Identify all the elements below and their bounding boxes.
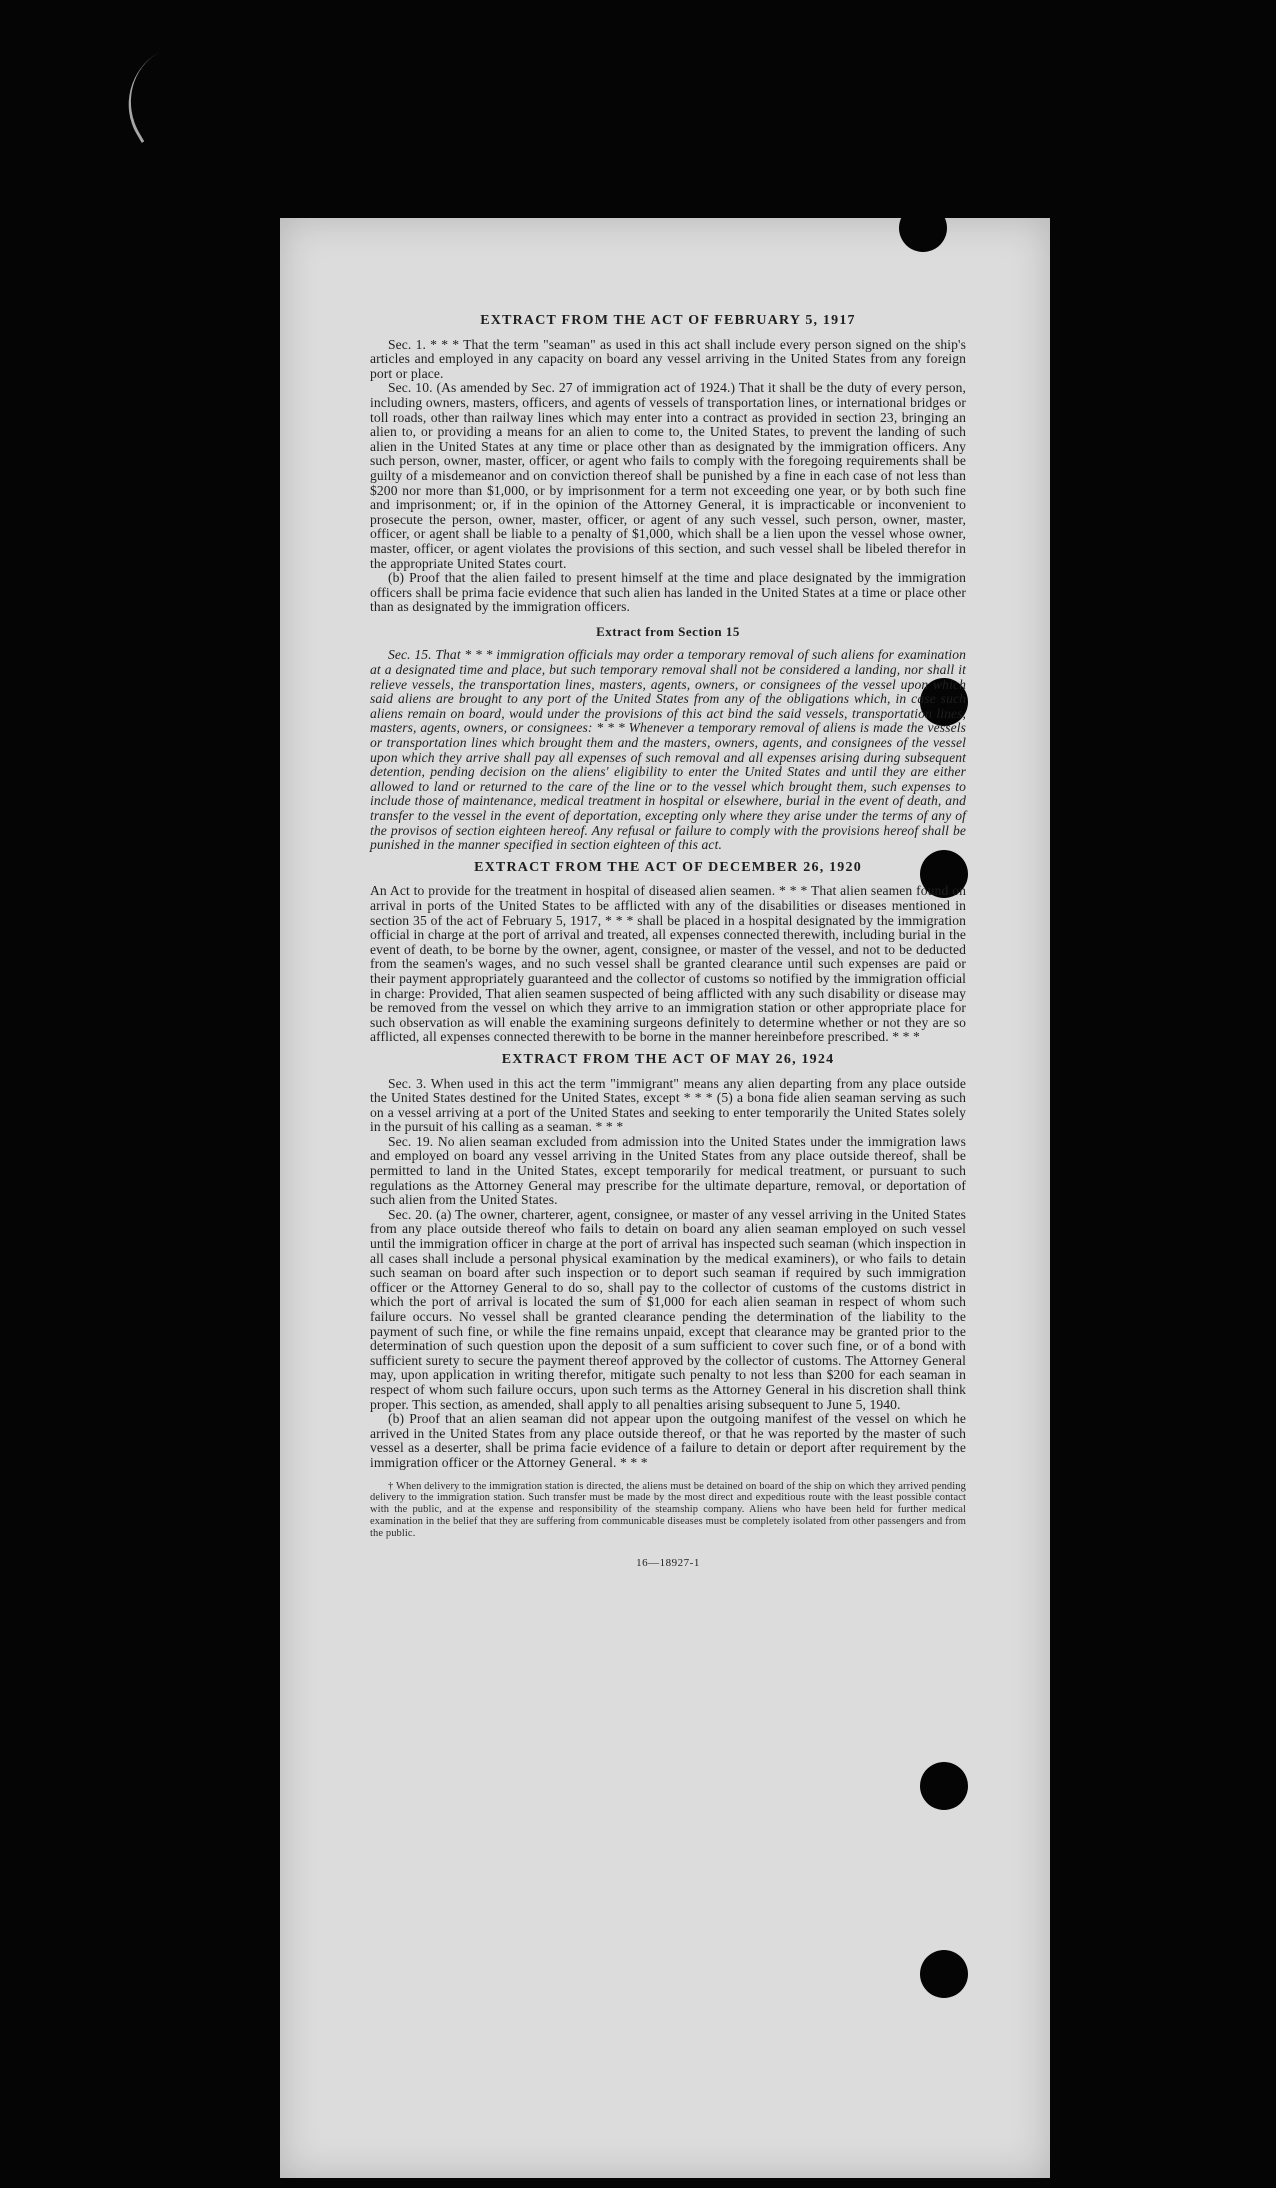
- paragraph-sec-20b: (b) Proof that an alien seaman did not appear upon the outgoing manifest of the vessel on which he arrived in the United States from any place outside thereof, or that he was reported by the master of such vessel as a deserter, shall be prima facie evidence of a failure to detain or deport after requirement by the immigration officer or the Attorney General. * * *: [370, 1411, 966, 1470]
- punch-hole: [920, 1950, 968, 1998]
- film-scratch-mark: [107, 51, 197, 143]
- subsection-heading: Extract from Section 15: [596, 623, 740, 639]
- paragraph-sec-10b: (b) Proof that the alien failed to present himself at the time and place designated by the immigration officers shall be prima facie evidence that such alien has landed in the United States at a time or place other than as designated by the immigration officers.: [370, 570, 966, 615]
- paragraph-sec-20a: Sec. 20. (a) The owner, charterer, agent, consignee, or master of any vessel arriving in the United States from any place outside thereof who fails to detain on board any alien seaman employed on such vessel until the immigration officer in charge at the port of arrival has inspected such seaman (which inspection in all cases shall include a personal physical examination by the medical examiners), or who fails to detain such seaman on board after such inspection or to deport such seaman if required by such immigration officer or the Attorney General to do so, shall pay to the collector of customs of the customs district in which the port of arrival is located the sum of $1,000 for each alien seaman in respect of whom such failure occurs. No vessel shall be granted clearance pending the determination of the liability to the payment of such fine, or while the fine remains unpaid, except that clearance may be granted prior to the determination of such question upon the deposit of a sum sufficient to cover such fine, or of a bond with sufficient surety to secure the payment thereof approved by the collector of customs. The Attorney General may, upon application in writing therefor, mitigate such penalty to not less than $200 for each seaman in respect of whom such failure occurs, upon such terms as the Attorney General in his discretion shall think proper. This section, as amended, shall apply to all penalties arising subsequent to June 5, 1940.: [370, 1206, 966, 1412]
- paragraph-sec-1: Sec. 1. * * * That the term "seaman" as used in this act shall include every person signed on the ship's articles and employed in any capacity on board any vessel arriving in the United States from any foreign port or place.: [370, 336, 966, 381]
- footnote: † When delivery to the immigration station is directed, the aliens must be detained on board of the ship on which they arrived pending delivery to the immigration station. Such transfer must be made by the most direct and expeditious route with the least possible contact with the public, and at the expense and responsibility of the steamship company. Aliens who have been held for further medical examination in the belief that they are suffering from communicable diseases must be completely isolated from other passengers and from the public.: [370, 1480, 966, 1539]
- paragraph-sec-3: Sec. 3. When used in this act the term "immigrant" means any alien departing from any place outside the United States destined for the United States, except * * * (5) a bona fide alien seaman serving as such on a vessel arriving at a port of the United States and seeking to enter temporarily the United States solely in the pursuit of his calling as a seaman. * * *: [370, 1075, 966, 1135]
- section-heading: EXTRACT FROM THE ACT OF MAY 26, 1924: [501, 1051, 835, 1067]
- paragraph-sec-10: Sec. 10. (As amended by Sec. 27 of immigration act of 1924.) That it shall be the duty of every person, including owners, masters, officers, and agents of vessels of transportation lines, or international bridges or toll roads, other than railway lines which may enter into a contract as provided in section 23, bringing an alien to, or providing a means for an alien to come to, the United States, to prevent the landing of such alien in the United States at any time or place other than as designated by the immigration officers. Any such person, owner, master, officer, or agent who fails to comply with the foregoing requirements shall be guilty of a misdemeanor and on conviction thereof shall be punished by a fine in each case of not less than $200 nor more than $1,000, or by imprisonment for a term not exceeding one year, or by both such fine and imprisonment; or, if in the opinion of the Attorney General, it is impracticable or inconvenient to prosecute the person, owner, master, officer, or agent of any such vessel, such person, owner, master, officer, or agent shall be liable to a penalty of $1,000, which shall be a lien upon the vessel whose owner, master, officer, or agent violates the provisions of this section, and such vessel shall be libeled therefor in the appropriate United States court.: [370, 380, 966, 571]
- section-heading: EXTRACT FROM THE ACT OF DECEMBER 26, 1920: [474, 859, 862, 875]
- document-page: [280, 218, 1050, 2178]
- section-heading: EXTRACT FROM THE ACT OF FEBRUARY 5, 1917: [480, 313, 856, 328]
- paragraph-sec-19: Sec. 19. No alien seaman excluded from admission into the United States under the immigration laws and employed on board any vessel arriving in the United States from any place outside thereof, shall be permitted to land in the United States, except temporarily for medical treatment, or pursuant to such regulations as the Attorney General may prescribe for the ultimate departure, removal, or deportation of such alien from the United States.: [370, 1133, 966, 1208]
- paragraph-sec-15: Sec. 15. That * * * immigration officials may order a temporary removal of such aliens for examination at a designated time and place, but such temporary removal shall not be considered a landing, nor shall it relieve vessels, the transportation lines, masters, agents, owners, or consignees of the vessel upon which said aliens are brought to any port of the United States from any of the obligations which, in case such aliens remain on board, would under the provisions of this act bind the said vessels, transportation lines, masters, agents, owners, or consignees: * * * Whenever a temporary removal of aliens is made the vessels or transportation lines which brought them and the masters, owners, agents, and consignees of the vessel upon which they arrive shall pay all expenses of such removal and all expenses arising during subsequent detention, pending decision on the aliens' eligibility to enter the United States and until they are either allowed to land or returned to the care of the line or to the vessel which brought them, such expenses to include those of maintenance, medical treatment in hospital or elsewhere, burial in the event of death, and transfer to the vessel in the event of deportation, excepting only where they arise under the terms of any of the provisos of section eighteen hereof. Any refusal or failure to comply with the provisions hereof shall be punished in the manner specified in section eighteen of this act.: [370, 647, 966, 853]
- document-body: [370, 314, 966, 1570]
- paragraph-act-1920: An Act to provide for the treatment in hospital of diseased alien seamen. * * * That alien seamen found on arrival in ports of the United States to be afflicted with any of the disabilities or diseases mentioned in section 35 of the act of February 5, 1917, * * * shall be placed in a hospital designated by the immigration official in charge at the port of arrival and treated, all expenses connected therewith, including burial in the event of death, to be borne by the owner, agent, consignee, or master of the vessel, and not to be deducted from the seamen's wages, and no such vessel shall be granted clearance until such expenses are paid or their payment appropriately guaranteed and the collector of customs so notified by the immigration official in charge: Provided, That alien seamen suspected of being afflicted with any such disability or disease may be removed from the vessel on which they arrive to an immigration station or other appropriate place for such observation as will enable the examining surgeons definitely to determine whether or not they are so afflicted, all expenses connected therewith to be borne in the manner hereinbefore prescribed. * * *: [370, 883, 966, 1045]
- punch-hole: [920, 1762, 968, 1810]
- form-number: 16—18927-1: [636, 1556, 700, 1569]
- punch-hole-top: [899, 204, 947, 252]
